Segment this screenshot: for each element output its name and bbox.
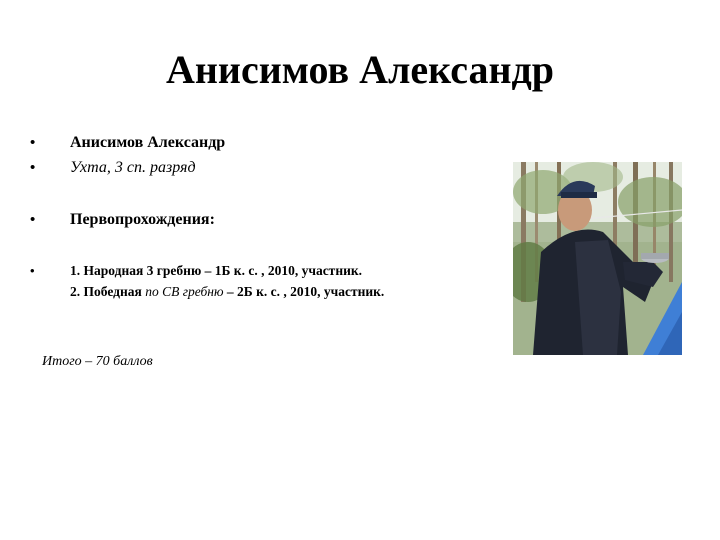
bullet-icon: •: [30, 134, 36, 151]
list-item-name: [30, 134, 225, 152]
bullet-icon: •: [30, 211, 36, 228]
passage-2-route: по СВ гребню: [145, 284, 224, 299]
list-item-heading: [30, 211, 215, 229]
city-rank: Ухта, 3 сп. разряд: [70, 159, 196, 176]
bullet-icon: •: [30, 263, 35, 278]
passages-list: [70, 260, 384, 302]
passage-2-prefix: 2. Победная: [70, 284, 146, 299]
bullet-icon: •: [30, 159, 36, 176]
passage-1: 1. Народная 3 гребню – 1Б к. с. , 2010, участник.: [70, 263, 363, 278]
list-item-passages: [30, 260, 384, 302]
total-score: Итого – 70 баллов: [42, 354, 153, 369]
first-passages-heading: Первопрохождения:: [70, 211, 215, 228]
passage-2-suffix: – 2Б к. с. , 2010, участник.: [223, 284, 385, 299]
page-title: Анисимов Александр: [165, 47, 554, 92]
passage-2: [70, 281, 384, 302]
list-item-city: [30, 159, 196, 177]
person-name: Анисимов Александр: [70, 134, 226, 151]
person-photo: [513, 162, 682, 355]
